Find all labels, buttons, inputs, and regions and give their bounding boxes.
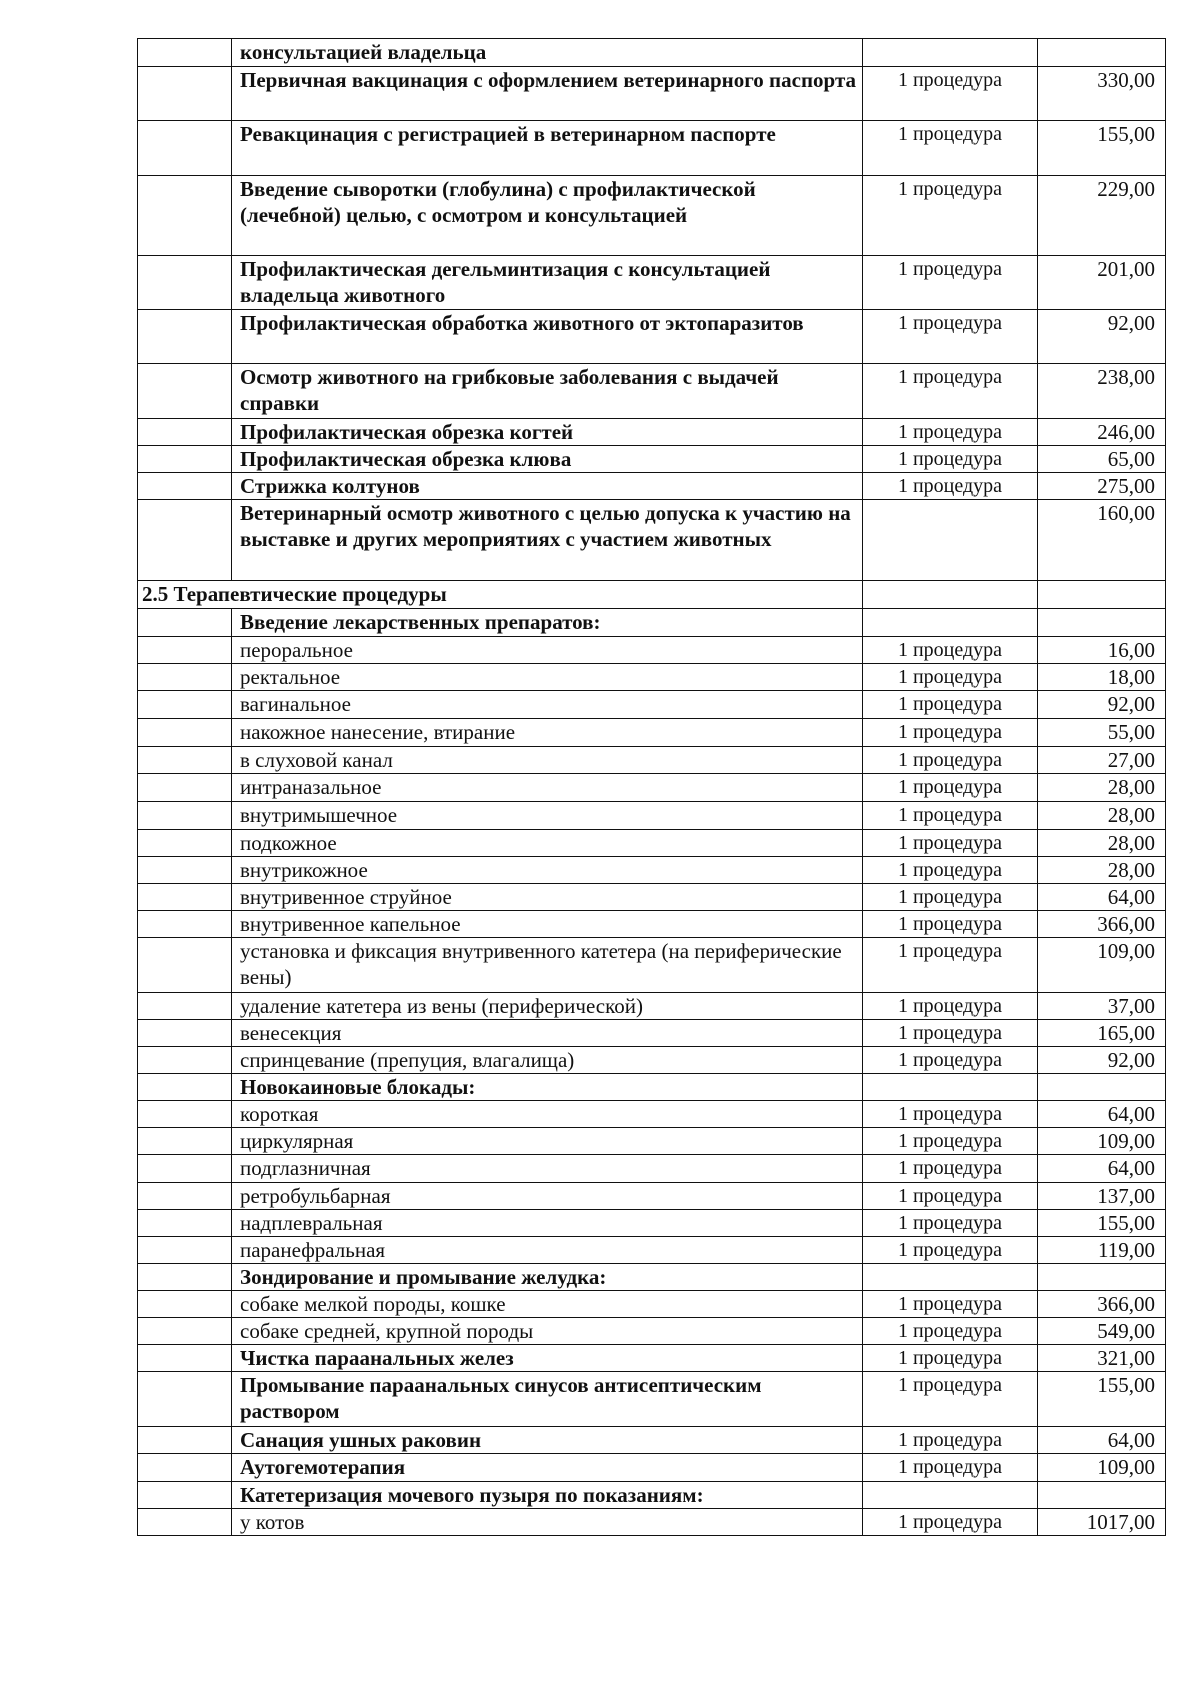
- service-name-cell: удаление катетера из вены (периферической): [232, 993, 863, 1020]
- price-cell: [1038, 1482, 1166, 1509]
- table-row: [138, 1264, 1166, 1291]
- table-row: [138, 1155, 1166, 1183]
- price-cell: 246,00: [1038, 419, 1166, 446]
- service-name-cell: ректальное: [232, 664, 863, 691]
- number-cell: [138, 1345, 232, 1372]
- unit-cell: 1 процедура: [863, 1291, 1038, 1318]
- number-cell: [138, 39, 232, 67]
- price-cell: 64,00: [1038, 1427, 1166, 1454]
- number-cell: [138, 176, 232, 256]
- price-table-body: [138, 39, 1166, 1536]
- number-cell: [138, 774, 232, 802]
- service-name-cell: установка и фиксация внутривенного катетера (на периферические вены): [232, 938, 863, 993]
- unit-cell: 1 процедура: [863, 719, 1038, 747]
- service-name-cell: пероральное: [232, 637, 863, 664]
- service-name-cell: ретробульбарная: [232, 1183, 863, 1210]
- price-cell: 229,00: [1038, 176, 1166, 256]
- price-cell: 18,00: [1038, 664, 1166, 691]
- table-row: [138, 609, 1166, 637]
- service-name-cell: Санация ушных раковин: [232, 1427, 863, 1454]
- table-row: [138, 1454, 1166, 1482]
- price-cell: 109,00: [1038, 1454, 1166, 1482]
- unit-cell: 1 процедура: [863, 310, 1038, 364]
- table-row: [138, 719, 1166, 747]
- unit-cell: 1 процедура: [863, 802, 1038, 830]
- table-row: [138, 176, 1166, 256]
- number-cell: [138, 830, 232, 857]
- price-cell: 28,00: [1038, 802, 1166, 830]
- service-name-cell: Новокаиновые блокады:: [232, 1074, 863, 1101]
- price-cell: 160,00: [1038, 500, 1166, 581]
- service-name-cell: Чистка параанальных желез: [232, 1345, 863, 1372]
- unit-cell: 1 процедура: [863, 364, 1038, 419]
- unit-cell: [863, 1264, 1038, 1291]
- service-name-cell: накожное нанесение, втирание: [232, 719, 863, 747]
- table-row: [138, 364, 1166, 419]
- number-cell: [138, 1427, 232, 1454]
- service-name-cell: внутривенное капельное: [232, 911, 863, 938]
- number-cell: [138, 747, 232, 774]
- number-cell: [138, 67, 232, 121]
- price-cell: [1038, 609, 1166, 637]
- unit-cell: 1 процедура: [863, 67, 1038, 121]
- number-cell: [138, 719, 232, 747]
- number-cell: [138, 1454, 232, 1482]
- table-row: [138, 993, 1166, 1020]
- number-cell: [138, 664, 232, 691]
- number-cell: [138, 884, 232, 911]
- price-cell: 330,00: [1038, 67, 1166, 121]
- price-cell: 109,00: [1038, 1128, 1166, 1155]
- unit-cell: 1 процедура: [863, 993, 1038, 1020]
- unit-cell: 1 процедура: [863, 1183, 1038, 1210]
- table-row: [138, 1128, 1166, 1155]
- number-cell: [138, 1074, 232, 1101]
- service-name-cell: Зондирование и промывание желудка:: [232, 1264, 863, 1291]
- price-cell: 16,00: [1038, 637, 1166, 664]
- number-cell: [138, 1047, 232, 1074]
- table-row: [138, 1020, 1166, 1047]
- price-cell: [1038, 39, 1166, 67]
- table-row: [138, 1482, 1166, 1509]
- price-cell: 549,00: [1038, 1318, 1166, 1345]
- number-cell: [138, 691, 232, 719]
- price-cell: 137,00: [1038, 1183, 1166, 1210]
- table-row: [138, 39, 1166, 67]
- price-cell: 28,00: [1038, 857, 1166, 884]
- section-header-row: [138, 581, 1166, 609]
- price-cell: [1038, 1264, 1166, 1291]
- table-row: [138, 1318, 1166, 1345]
- unit-cell: 1 процедура: [863, 419, 1038, 446]
- number-cell: [138, 1482, 232, 1509]
- service-name-cell: внутримышечное: [232, 802, 863, 830]
- unit-cell: [863, 1482, 1038, 1509]
- unit-cell: [863, 500, 1038, 581]
- unit-cell: 1 процедура: [863, 1047, 1038, 1074]
- table-row: [138, 1047, 1166, 1074]
- service-name-cell: интраназальное: [232, 774, 863, 802]
- service-name-cell: Введение лекарственных препаратов:: [232, 609, 863, 637]
- service-name-cell: Профилактическая обрезка когтей: [232, 419, 863, 446]
- unit-cell: [863, 581, 1038, 609]
- table-row: [138, 774, 1166, 802]
- number-cell: [138, 1318, 232, 1345]
- number-cell: [138, 1183, 232, 1210]
- table-row: [138, 1427, 1166, 1454]
- table-row: [138, 473, 1166, 500]
- price-cell: 109,00: [1038, 938, 1166, 993]
- service-name-cell: собаке средней, крупной породы: [232, 1318, 863, 1345]
- price-cell: 155,00: [1038, 121, 1166, 176]
- service-name-cell: Введение сыворотки (глобулина) с профилактической (лечебной) целью, с осмотром и консультацией: [232, 176, 863, 256]
- table-row: [138, 1372, 1166, 1427]
- unit-cell: [863, 1074, 1038, 1101]
- table-row: [138, 310, 1166, 364]
- price-cell: 1017,00: [1038, 1509, 1166, 1536]
- unit-cell: 1 процедура: [863, 1210, 1038, 1237]
- unit-cell: 1 процедура: [863, 1237, 1038, 1264]
- price-cell: 119,00: [1038, 1237, 1166, 1264]
- service-name-cell: циркулярная: [232, 1128, 863, 1155]
- number-cell: [138, 1237, 232, 1264]
- unit-cell: 1 процедура: [863, 473, 1038, 500]
- number-cell: [138, 364, 232, 419]
- price-cell: 64,00: [1038, 884, 1166, 911]
- service-name-cell: Ветеринарный осмотр животного с целью допуска к участию на выставке и других мероприятиях с участием животных: [232, 500, 863, 581]
- table-row: [138, 1345, 1166, 1372]
- service-name-cell: консультацией владельца: [232, 39, 863, 67]
- table-row: [138, 419, 1166, 446]
- service-name-cell: Аутогемотерапия: [232, 1454, 863, 1482]
- unit-cell: 1 процедура: [863, 1454, 1038, 1482]
- section-title: 2.5 Терапевтические процедуры: [138, 581, 863, 609]
- number-cell: [138, 446, 232, 473]
- table-row: [138, 500, 1166, 581]
- price-cell: 92,00: [1038, 310, 1166, 364]
- service-name-cell: Катетеризация мочевого пузыря по показаниям:: [232, 1482, 863, 1509]
- unit-cell: 1 процедура: [863, 1101, 1038, 1128]
- unit-cell: 1 процедура: [863, 691, 1038, 719]
- price-table: [137, 38, 1166, 1536]
- service-name-cell: венесекция: [232, 1020, 863, 1047]
- price-cell: 92,00: [1038, 691, 1166, 719]
- number-cell: [138, 1020, 232, 1047]
- service-name-cell: подглазничная: [232, 1155, 863, 1183]
- table-row: [138, 884, 1166, 911]
- number-cell: [138, 1264, 232, 1291]
- table-row: [138, 747, 1166, 774]
- number-cell: [138, 1128, 232, 1155]
- price-cell: 165,00: [1038, 1020, 1166, 1047]
- unit-cell: 1 процедура: [863, 121, 1038, 176]
- service-name-cell: вагинальное: [232, 691, 863, 719]
- number-cell: [138, 637, 232, 664]
- price-cell: 55,00: [1038, 719, 1166, 747]
- service-name-cell: Профилактическая обработка животного от эктопаразитов: [232, 310, 863, 364]
- table-row: [138, 446, 1166, 473]
- number-cell: [138, 1210, 232, 1237]
- price-cell: 28,00: [1038, 830, 1166, 857]
- table-row: [138, 121, 1166, 176]
- unit-cell: 1 процедура: [863, 857, 1038, 884]
- price-cell: 65,00: [1038, 446, 1166, 473]
- table-row: [138, 1183, 1166, 1210]
- unit-cell: [863, 39, 1038, 67]
- service-name-cell: паранефральная: [232, 1237, 863, 1264]
- number-cell: [138, 938, 232, 993]
- number-cell: [138, 911, 232, 938]
- price-cell: 27,00: [1038, 747, 1166, 774]
- unit-cell: 1 процедура: [863, 1509, 1038, 1536]
- service-name-cell: внутрикожное: [232, 857, 863, 884]
- price-cell: 201,00: [1038, 256, 1166, 310]
- table-row: [138, 1509, 1166, 1536]
- unit-cell: 1 процедура: [863, 747, 1038, 774]
- number-cell: [138, 256, 232, 310]
- table-row: [138, 1074, 1166, 1101]
- table-row: [138, 938, 1166, 993]
- table-row: [138, 857, 1166, 884]
- unit-cell: 1 процедура: [863, 1155, 1038, 1183]
- unit-cell: 1 процедура: [863, 774, 1038, 802]
- service-name-cell: Ревакцинация с регистрацией в ветеринарном паспорте: [232, 121, 863, 176]
- number-cell: [138, 121, 232, 176]
- price-cell: 64,00: [1038, 1101, 1166, 1128]
- unit-cell: 1 процедура: [863, 1427, 1038, 1454]
- price-cell: [1038, 581, 1166, 609]
- number-cell: [138, 1509, 232, 1536]
- table-row: [138, 802, 1166, 830]
- price-cell: 64,00: [1038, 1155, 1166, 1183]
- number-cell: [138, 802, 232, 830]
- price-cell: 92,00: [1038, 1047, 1166, 1074]
- table-row: [138, 637, 1166, 664]
- service-name-cell: внутривенное струйное: [232, 884, 863, 911]
- table-row: [138, 691, 1166, 719]
- unit-cell: 1 процедура: [863, 1128, 1038, 1155]
- number-cell: [138, 993, 232, 1020]
- service-name-cell: спринцевание (препуция, влагалища): [232, 1047, 863, 1074]
- service-name-cell: в слуховой канал: [232, 747, 863, 774]
- service-name-cell: надплевральная: [232, 1210, 863, 1237]
- unit-cell: 1 процедура: [863, 176, 1038, 256]
- number-cell: [138, 609, 232, 637]
- service-name-cell: Первичная вакцинация с оформлением ветеринарного паспорта: [232, 67, 863, 121]
- service-name-cell: собаке мелкой породы, кошке: [232, 1291, 863, 1318]
- number-cell: [138, 1155, 232, 1183]
- unit-cell: 1 процедура: [863, 911, 1038, 938]
- number-cell: [138, 1101, 232, 1128]
- table-row: [138, 1101, 1166, 1128]
- unit-cell: 1 процедура: [863, 256, 1038, 310]
- service-name-cell: Осмотр животного на грибковые заболевания с выдачей справки: [232, 364, 863, 419]
- table-row: [138, 664, 1166, 691]
- unit-cell: 1 процедура: [863, 938, 1038, 993]
- price-cell: 155,00: [1038, 1210, 1166, 1237]
- unit-cell: 1 процедура: [863, 1318, 1038, 1345]
- unit-cell: [863, 609, 1038, 637]
- number-cell: [138, 310, 232, 364]
- service-name-cell: Профилактическая дегельминтизация с консультацией владельца животного: [232, 256, 863, 310]
- table-row: [138, 1210, 1166, 1237]
- number-cell: [138, 1291, 232, 1318]
- unit-cell: 1 процедура: [863, 884, 1038, 911]
- price-cell: 275,00: [1038, 473, 1166, 500]
- price-cell: [1038, 1074, 1166, 1101]
- price-cell: 37,00: [1038, 993, 1166, 1020]
- service-name-cell: Стрижка колтунов: [232, 473, 863, 500]
- price-cell: 366,00: [1038, 911, 1166, 938]
- table-row: [138, 1237, 1166, 1264]
- unit-cell: 1 процедура: [863, 637, 1038, 664]
- service-name-cell: Промывание параанальных синусов антисептическим раствором: [232, 1372, 863, 1427]
- number-cell: [138, 857, 232, 884]
- unit-cell: 1 процедура: [863, 664, 1038, 691]
- table-row: [138, 830, 1166, 857]
- number-cell: [138, 419, 232, 446]
- number-cell: [138, 500, 232, 581]
- price-cell: 321,00: [1038, 1345, 1166, 1372]
- unit-cell: 1 процедура: [863, 446, 1038, 473]
- service-name-cell: подкожное: [232, 830, 863, 857]
- number-cell: [138, 1372, 232, 1427]
- price-cell: 28,00: [1038, 774, 1166, 802]
- service-name-cell: короткая: [232, 1101, 863, 1128]
- service-name-cell: Профилактическая обрезка клюва: [232, 446, 863, 473]
- price-cell: 366,00: [1038, 1291, 1166, 1318]
- table-row: [138, 67, 1166, 121]
- unit-cell: 1 процедура: [863, 830, 1038, 857]
- price-cell: 155,00: [1038, 1372, 1166, 1427]
- price-cell: 238,00: [1038, 364, 1166, 419]
- table-row: [138, 911, 1166, 938]
- service-name-cell: у котов: [232, 1509, 863, 1536]
- table-row: [138, 1291, 1166, 1318]
- unit-cell: 1 процедура: [863, 1372, 1038, 1427]
- unit-cell: 1 процедура: [863, 1345, 1038, 1372]
- number-cell: [138, 473, 232, 500]
- unit-cell: 1 процедура: [863, 1020, 1038, 1047]
- table-row: [138, 256, 1166, 310]
